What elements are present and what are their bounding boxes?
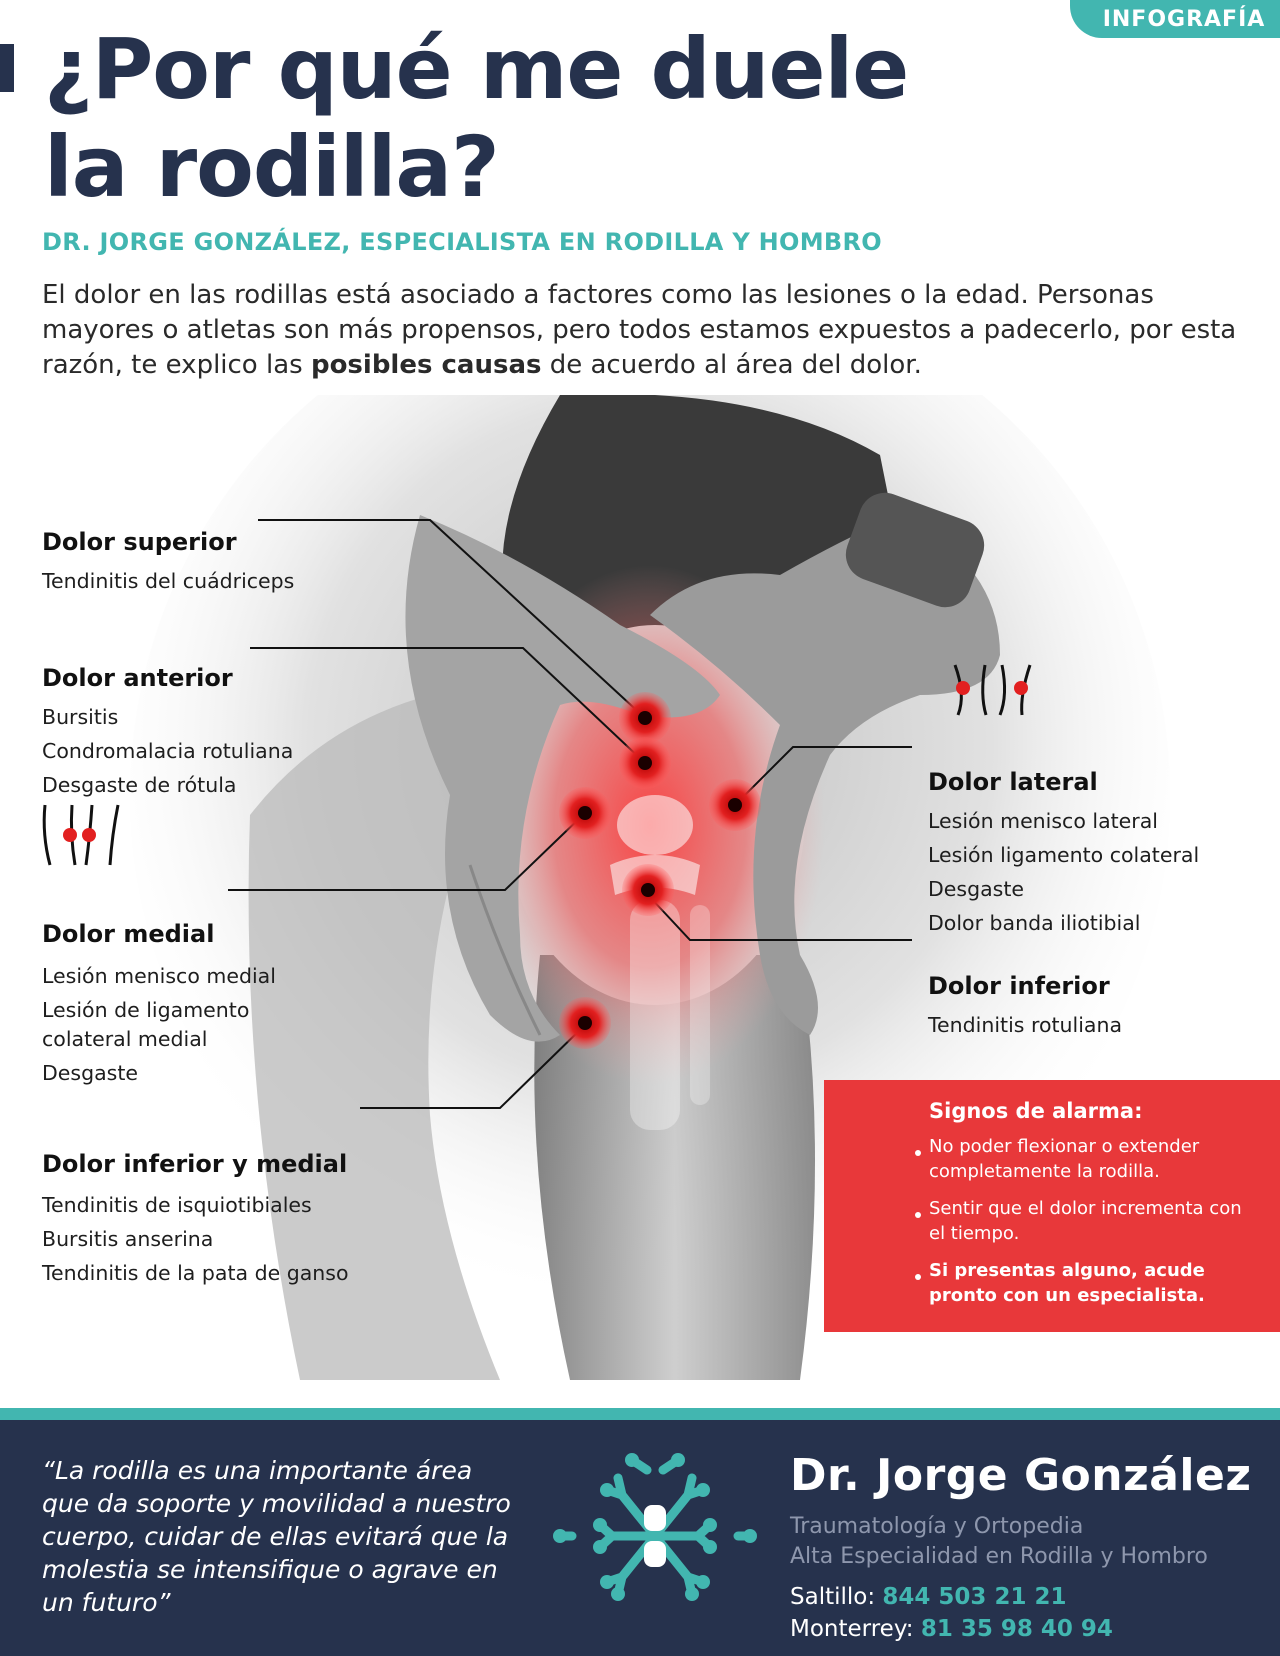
- contact-monterrey: [790, 1616, 1113, 1642]
- list-item: Tendinitis de isquiotibiales: [42, 1193, 312, 1217]
- alarm-signs-box: [824, 1080, 1280, 1332]
- intro-text-end: de acuerdo al área del dolor.: [541, 350, 922, 380]
- list-item: Bursitis anserina: [42, 1227, 214, 1251]
- list-item: Tendinitis rotuliana: [928, 1013, 1123, 1037]
- author-subtitle: DR. JORGE GONZÁLEZ, ESPECIALISTA EN RODILLA Y HOMBRO: [42, 228, 883, 256]
- title-line-1: ¿Por qué me duele: [44, 20, 909, 118]
- list-item: Tendinitis del cuádriceps: [42, 569, 295, 593]
- medial-legs-icon: [44, 805, 118, 865]
- list-item: Desgaste de rótula: [42, 773, 237, 797]
- dolor-lateral-title: Dolor lateral: [928, 768, 1098, 796]
- alarm-list: [929, 1134, 1259, 1320]
- contact-saltillo: [790, 1584, 1066, 1610]
- dolor-superior-list: [42, 564, 294, 598]
- dolor-medial-title: Dolor medial: [42, 920, 215, 948]
- city-label: Monterrey:: [790, 1616, 914, 1642]
- page-title: [44, 20, 1044, 216]
- dolor-lateral-list: [928, 804, 1199, 940]
- dolor-inferior-medial-title: Dolor inferior y medial: [42, 1150, 348, 1178]
- footer-quote: “La rodilla es una importante área que da soporte y movilidad a nuestro cuerpo, cuidar de ellas evitará que la molestia se intensifique o agrave en un futuro”: [42, 1456, 511, 1617]
- dolor-anterior-list: [42, 700, 293, 802]
- list-item: Lesión ligamento colateral: [928, 843, 1200, 867]
- doctor-name: Dr. Jorge González: [790, 1450, 1252, 1501]
- list-item: Lesión de ligamento: [42, 998, 250, 1022]
- footer: [0, 1420, 1280, 1656]
- footer-accent-strip: [0, 1408, 1280, 1420]
- specialty-line-2: Alta Especialidad en Rodilla y Hombro: [790, 1544, 1208, 1569]
- list-item: Dolor banda iliotibial: [928, 911, 1141, 935]
- phone-number: 81 35 98 40 94: [920, 1616, 1113, 1642]
- intro-paragraph: [42, 278, 1252, 383]
- clinic-logo-icon: [552, 1450, 758, 1622]
- alarm-title: Signos de alarma:: [929, 1099, 1143, 1123]
- list-item: Lesión menisco medial: [42, 964, 276, 988]
- dolor-anterior-title: Dolor anterior: [42, 664, 233, 692]
- list-item: Desgaste: [928, 877, 1024, 901]
- alarm-item: Si presentas alguno, acude pronto con un especialista.: [929, 1258, 1259, 1308]
- intro-text: El dolor en las rodillas está asociado a factores como las lesiones o la edad. Personas mayores o atletas son más propensos, pero todos estamos expuestos a padecerlo, por esta razón, te explico las: [42, 280, 1237, 380]
- list-item: Bursitis: [42, 705, 119, 729]
- list-item: colateral medial: [42, 1027, 208, 1051]
- phone-number: 844 503 21 21: [882, 1584, 1067, 1610]
- dolor-medial-list: [42, 962, 276, 1088]
- dolor-superior-title: Dolor superior: [42, 528, 237, 556]
- list-item: Desgaste: [42, 1061, 138, 1085]
- list-item: Lesión menisco lateral: [928, 809, 1158, 833]
- list-item: Condromalacia rotuliana: [42, 739, 294, 763]
- specialty-line-1: Traumatología y Ortopedia: [790, 1514, 1084, 1539]
- alarm-item: Sentir que el dolor incrementa con el tiempo.: [929, 1196, 1259, 1246]
- dolor-inferior-list: [928, 1008, 1122, 1042]
- title-accent-bar: [0, 44, 14, 92]
- intro-bold-text: posibles causas: [310, 350, 542, 380]
- alarm-item: No poder flexionar o extender completamente la rodilla.: [929, 1134, 1259, 1184]
- dolor-inferior-medial-list: [42, 1188, 349, 1290]
- title-line-2: la rodilla?: [44, 118, 499, 216]
- list-item: Tendinitis de la pata de ganso: [42, 1261, 349, 1285]
- city-label: Saltillo:: [790, 1584, 876, 1610]
- infografia-tag: INFOGRAFÍA: [1070, 0, 1280, 38]
- dolor-inferior-title: Dolor inferior: [928, 972, 1110, 1000]
